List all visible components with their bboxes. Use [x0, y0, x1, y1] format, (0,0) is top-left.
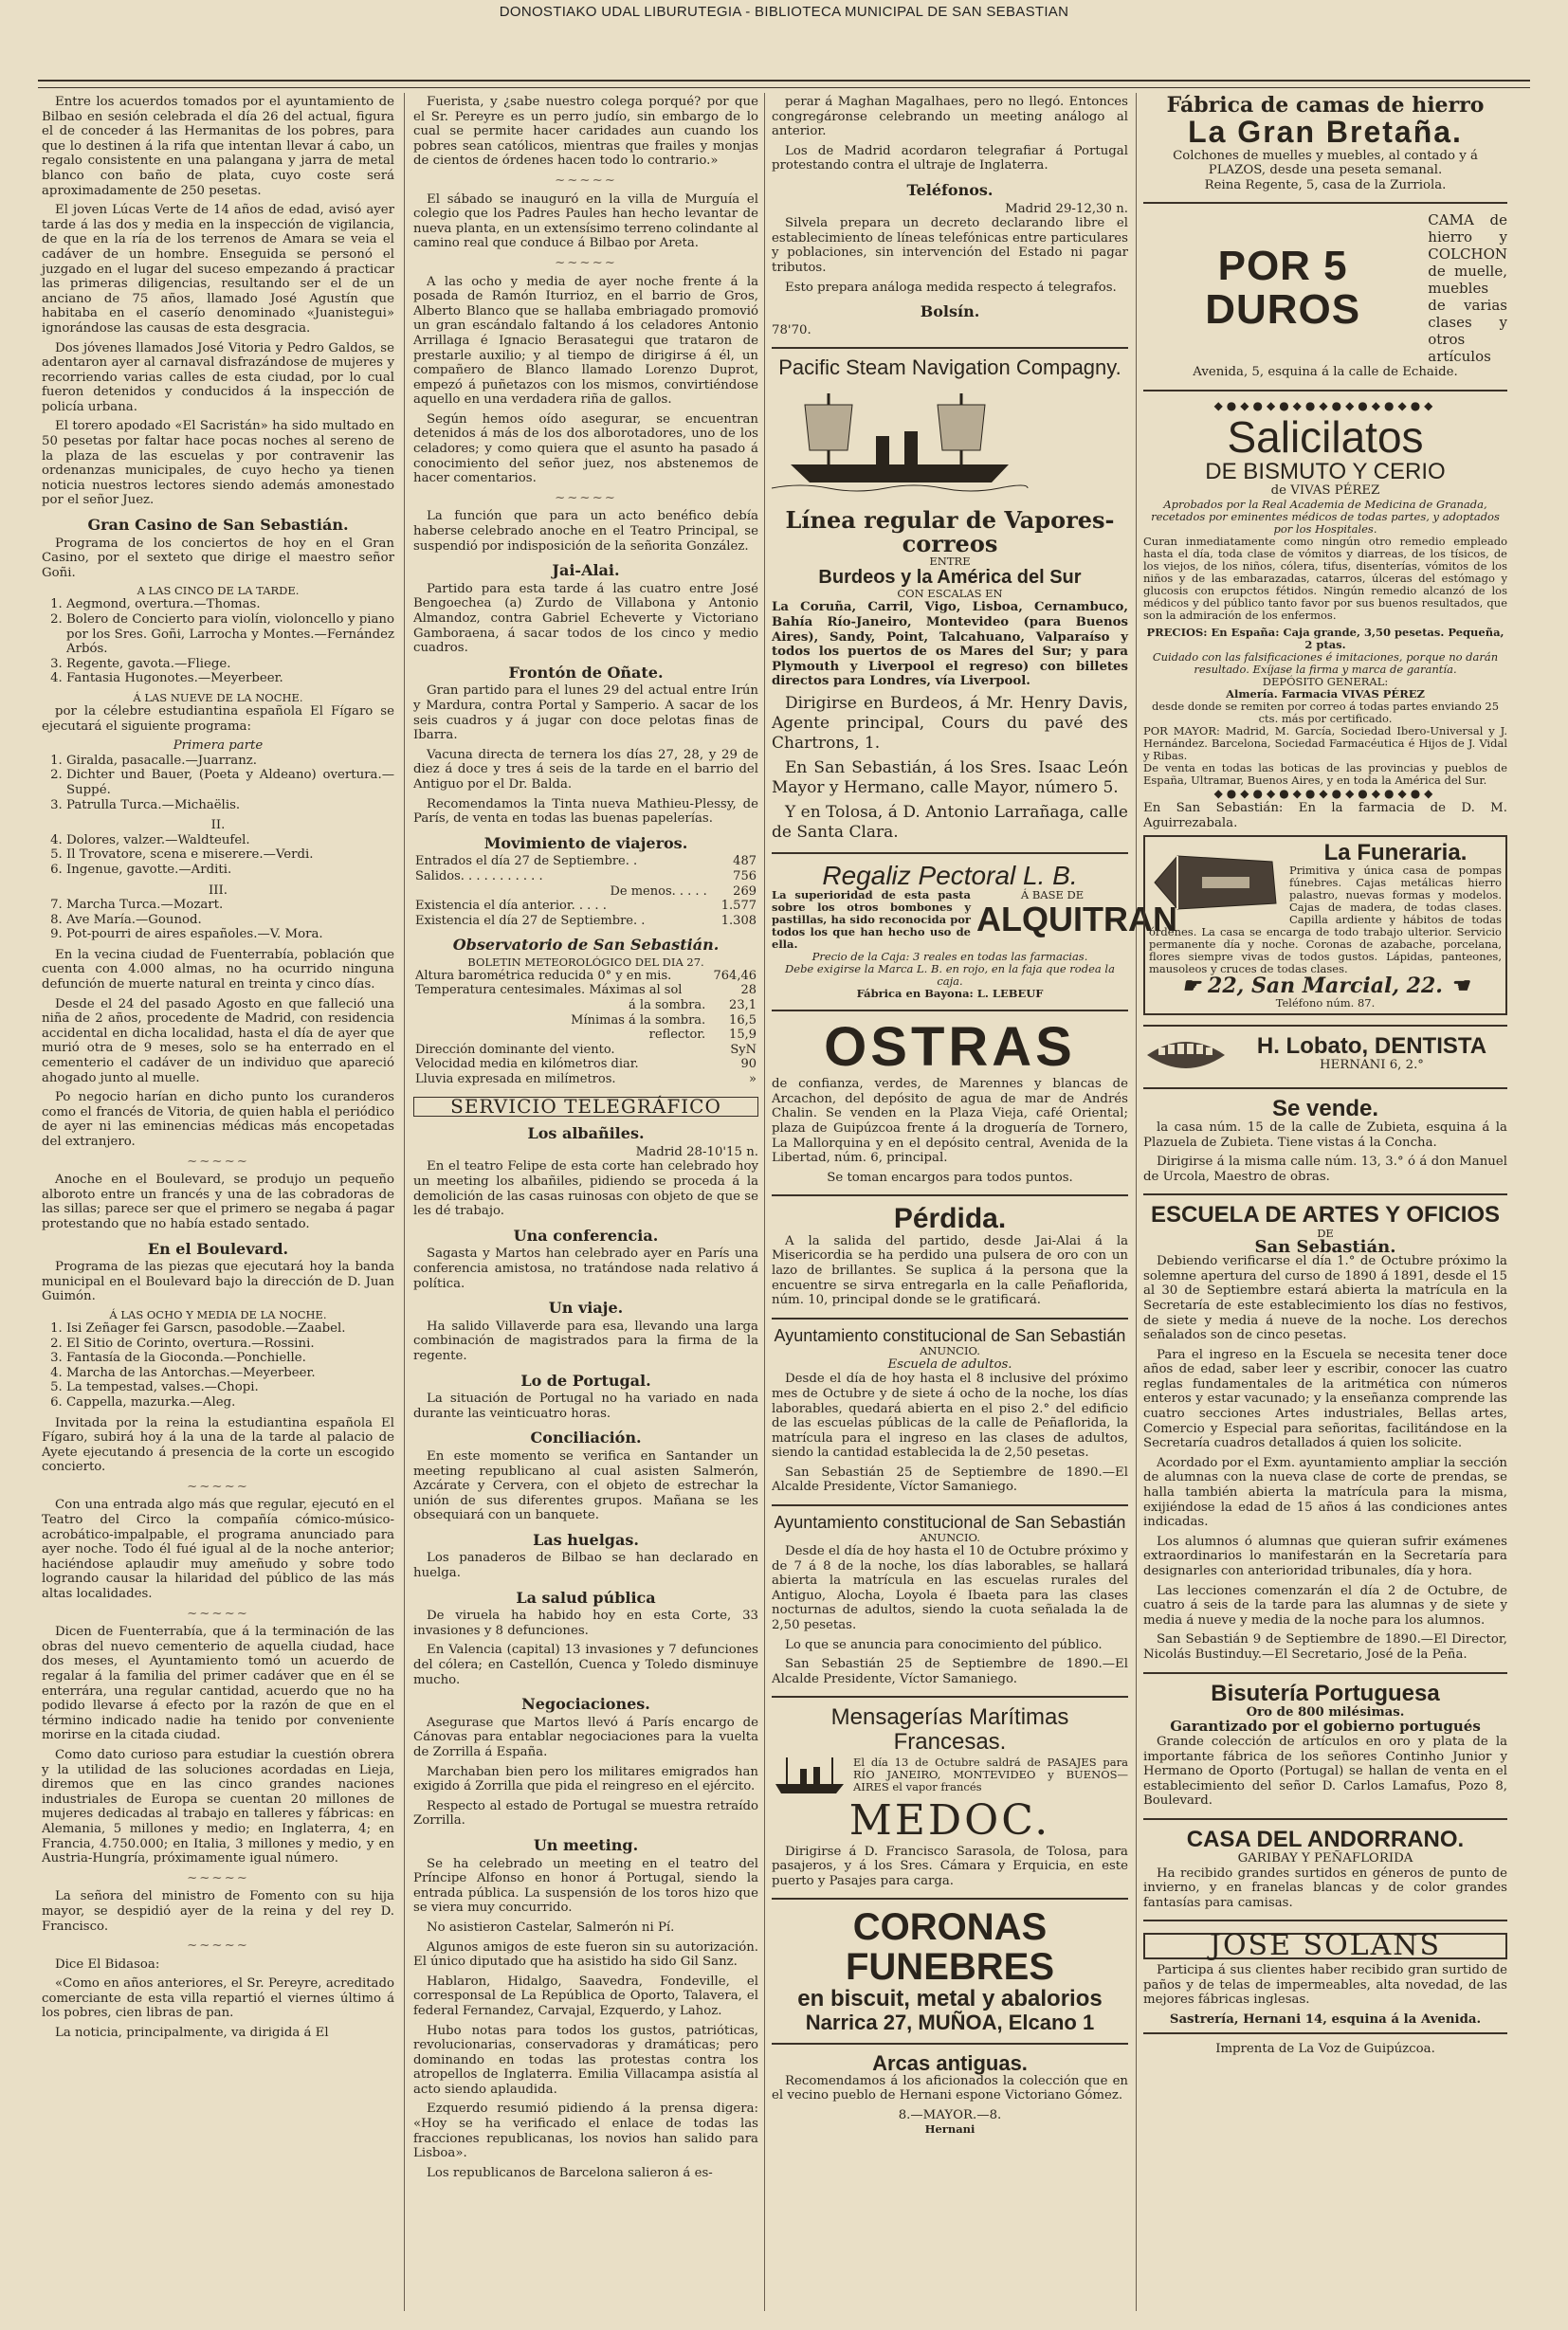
ad-text: Á BASE DE	[1020, 888, 1085, 902]
ad-title: Salicilatos	[1227, 411, 1424, 462]
table-row	[413, 1043, 758, 1058]
ad-text: de confianza, verdes, de Marennes y blancas de Arcachon, del depósito de agua de mar de Andrés Chalin. Se venden en la Plaza Vieja, café Oriental; plaza de Guipúzcoa frente á la droguería de Tornero, La Mallorquina y en el depósito central, Avenida de la Libertad, núm. 6, principal.	[772, 1077, 1128, 1166]
coffin-icon	[1149, 845, 1282, 920]
news-paragraph: Sagasta y Martos han celebrado ayer en París una conferencia amistosa, no tratándose nada relativo á política.	[413, 1247, 758, 1291]
news-paragraph: Con una entrada algo más que regular, ejecutó en el Teatro del Circo la compañía cómico-músico-acrobático-impalpable, el programa anunciado para ayer noche. Todo él fué igual al de la noche anterior; haciéndose aplaudir muy ameñudo y sobre todo logrando causar la hilaridad del público de las más altas localidades.	[42, 1498, 394, 1602]
wave-divider: ~~~~~	[555, 173, 617, 188]
ad-text: ANUNCIO.	[920, 1530, 980, 1544]
ad-text: Las lecciones comenzarán el día 2 de Octubre, de cuatro á seis de la tarde para las alumnas y de siete y media á nueve y media de la noche para los alumnos.	[1143, 1583, 1507, 1628]
news-paragraph: Dice El Bidasoa:	[55, 1957, 160, 1972]
ad-text: Curan inmediatamente como ningún otro remedio empleado hasta el día, toda clase de vómitos y diarreas, de los tísicos, de los viejos, de los niños, cólera, tifus, disenterías, vómitos de los niños y de las embarazadas, catarros, úlceras del estómago y glucosis con erupctos fétidos. Ningún remedio alcanzó de los médicos y del público tanto favor por sus buenos resultados, que son la admiración de los enfermos.	[1143, 534, 1507, 622]
ad-text: CAMA de hierro y COLCHON de muelle, muebles de varias clases y otros artículos	[1428, 211, 1507, 366]
table-row	[413, 854, 758, 869]
ad-text: GARIBAY Y PEÑAFLORIDA	[1237, 1851, 1413, 1866]
table-cell: De menos. . . . .	[610, 883, 707, 899]
section-heading: En el Boulevard.	[147, 1239, 289, 1258]
ad-text: Oro de 800 milésimas.	[1246, 1704, 1405, 1720]
table-row	[413, 969, 758, 984]
table-row	[413, 998, 758, 1013]
bisuteria-ad	[1143, 1672, 1507, 1809]
news-paragraph: por la célebre estudiantina española El Fígaro se ejecutará el siguiente programa:	[42, 703, 394, 734]
ad-text: Y en Tolosa, á D. Antonio Larrañaga, calle de Santa Clara.	[772, 802, 1128, 842]
program-item: 4. Dolores, valzer.—Waldteufel.	[66, 833, 394, 848]
section-heading: Jai-Alai.	[552, 561, 620, 580]
section-heading: Movimiento de viajeros.	[483, 833, 688, 852]
masthead-rule	[38, 80, 1530, 88]
section-heading: Lo de Portugal.	[520, 1371, 651, 1390]
ad-text: ANUNCIO.	[920, 1343, 980, 1357]
telegraph-heading: SERVICIO TELEGRÁFICO	[413, 1097, 758, 1118]
program-time: A LAS CINCO DE LA TARDE.	[137, 584, 300, 598]
news-paragraph: Desde el 24 del pasado Agosto en que falleció una niña de 2 años, procedente de Madrid, con residencia accidental en dicha localidad, hasta el día de ayer que murió otra de 9 meses, solo se ha enterrado en el cementerio el cadáver de un individuo que apareció ahogado junto al muelle.	[42, 996, 394, 1085]
ayuntamiento-notice	[772, 1318, 1128, 1495]
regaliz-ad	[772, 852, 1177, 1001]
ad-text: Debe exigirse la Marca L. B. en rojo, en la faja que rodea la caja.	[785, 962, 1115, 989]
funeraria-ad	[1143, 835, 1507, 1015]
table-row	[413, 869, 758, 884]
program-item: 3. Patrulla Turca.—Michaëlis.	[66, 798, 394, 813]
section-heading: Conciliación.	[530, 1429, 642, 1447]
ad-title: OSTRAS	[824, 1016, 1076, 1079]
news-paragraph: Esto prepara análoga medida respecto á telegrafos.	[785, 280, 1117, 295]
ad-text: Dirigirse en Burdeos, á Mr. Henry Davis, Agente principal, Cours du pavé des Chartrons, 1.	[772, 693, 1128, 753]
ad-title: Pacific Steam Navigation Compagny.	[778, 355, 1121, 380]
section-heading: La salud pública	[516, 1588, 656, 1607]
ad-text: ENTRE	[929, 555, 971, 569]
ad-text: San Sebastián 25 de Septiembre de 1890.—El Alcalde Presidente, Víctor Samaniego.	[772, 1465, 1128, 1495]
table-row	[413, 914, 758, 929]
table-row	[413, 899, 758, 914]
news-paragraph: Programa de las piezas que ejecutará hoy la banda municipal en el Boulevard bajo la dirección de D. Juan Guimón.	[42, 1260, 394, 1304]
table-cell: Existencia el día anterior. . . . .	[415, 899, 607, 914]
news-paragraph: Hablaron, Hidalgo, Saavedra, Fondeville, el corresponsal de La República de Oporto, Talavera, el federal Fernandez, Carvajal, Ezquerdo, y Lahoz.	[413, 1974, 758, 2018]
ad-title: La Gran Bretaña.	[1188, 115, 1463, 150]
program-item: 2. Dichter und Bauer, (Poeta y Aldeano) overtura.—Suppé.	[66, 768, 394, 797]
table-cell: Lluvia expresada en milímetros.	[415, 1072, 616, 1087]
section-subheading: BOLETIN METEOROLÓGICO DEL DIA 27.	[467, 955, 704, 969]
program-item: 6. Cappella, mazurka.—Aleg.	[66, 1395, 394, 1411]
ad-text: Colchones de muelles y muebles, al contado y á PLAZOS, desde una peseta semanal.	[1173, 148, 1478, 178]
se-vende-ad	[1143, 1087, 1507, 1185]
por-5-duros-ad	[1143, 202, 1507, 380]
news-paragraph: El joven Lúcas Verte de 14 años de edad, avisó ayer tarde á las dos y media en la inspección de vigilancia, de que en la ría de los terrenos de Amara se veia el cadáver de un hombre. Enseguida se personó el juzgado en el lugar del suceso empezando á practicar las primeras diligencias, resultando ser el de un anciano de 75 años, llamado José Agustín que habitaba en el caserío denominado «Juanistegui» ignorándose las causas de esta desgracia.	[42, 203, 394, 336]
news-paragraph: Asegurase que Martos llevó á París encargo de Cánovas para entablar negociaciones para la vuelta de Zorrilla á España.	[413, 1715, 758, 1759]
news-paragraph: Según hemos oído asegurar, se encuentran detenidos á más de los dos alborotadores, uno de los celadores; y como quiera que el asunto ha pasado á conocimiento del señor juez, nos abstenemos de hacer comentarios.	[413, 411, 758, 486]
table-cell: Existencia el día 27 de Septiembre. .	[415, 913, 646, 928]
ad-text: DE	[1317, 1226, 1334, 1240]
program-time: Á LAS NUEVE DE LA NOCHE.	[133, 690, 303, 704]
ad-text: Precio de la Caja: 3 reales en todas las farmacias.	[811, 950, 1088, 964]
wave-divider: ~~~~~	[187, 1939, 249, 1954]
section-heading: Gran Casino de San Sebastián.	[87, 516, 349, 535]
ad-text: Participa á sus clientes haber recibido gran surtido de paños y de telas de impermeables, alta novedad, de las mejores fábricas inglesas.	[1143, 1963, 1507, 2008]
program-item: 3. Fantasía de la Gioconda.—Ponchielle.	[66, 1351, 394, 1366]
news-paragraph: A las ocho y media de ayer noche frente á la posada de Ramón Iturrioz, en el barrio de Gros, Alberto Blanco que se hallaba embriagado promovió un gran escándalo faltando á los celadores Antonio Arrillaga é Ignacio Berasategui que trataron de prestarle auxilio; y al tiempo de dirigirse á él, un compañero de Blanco llamado Lorenzo Duprot, empezó á puñetazos con los mismos, convirtiéndose aquello en una verdadera riña de gallos.	[413, 274, 758, 408]
table-cell: Entrados el día 27 de Septiembre. .	[415, 854, 638, 869]
table-cell: 1.577	[720, 899, 757, 914]
ad-subtitle: ☛ 22, San Marcial, 22. ☚	[1181, 973, 1469, 998]
program-item: 4. Fantasia Hugonotes.—Meyerbeer.	[66, 671, 394, 686]
table-row	[413, 1057, 758, 1072]
steamship-icon	[772, 384, 1028, 498]
section-heading: Las huelgas.	[533, 1530, 639, 1549]
ad-text: Desde el día de hoy hasta el 8 inclusive del próximo mes de Octubre y de siete á ocho de la noche, los días laborables, quedará abierta en el piso 2.° del edificio de las escuelas públicas de la calle de Peñaflorida, la matrícula para el ingreso en las clases de adultos, siendo la cantidad establecida la de 2,50 pesetas.	[772, 1372, 1128, 1461]
program-item: 8. Ave María.—Gounod.	[66, 913, 394, 928]
ad-text: Se toman encargos para todos puntos.	[827, 1170, 1073, 1185]
table-cell: Velocidad media en kilómetros diar.	[415, 1057, 639, 1072]
wave-divider: ~~~~~	[187, 1479, 249, 1494]
ad-subtitle: en biscuit, metal y abalorios	[797, 1986, 1103, 2012]
ad-text: de VIVAS PÉREZ	[1270, 483, 1380, 499]
news-paragraph: perar á Maghan Magalhaes, pero no llegó. Entonces congregáronse celebrando un meeting análogo al anterior.	[772, 95, 1128, 139]
ad-text: CON ESCALAS EN	[897, 587, 1003, 601]
ad-text: San Sebastián 9 de Septiembre de 1890.—El Director, Nicolás Bustinduy.—El Secretario, José de la Peña.	[1143, 1632, 1507, 1662]
table-cell: »	[749, 1072, 757, 1087]
news-paragraph: Se ha celebrado un meeting en el teatro del Príncipe Alfonso en honor á Portugal, siendo la entrada pública. La suspensión de los toros hizo que se viera muy concurrido.	[413, 1856, 758, 1916]
program-item: 1. Aegmond, overtura.—Thomas.	[66, 597, 394, 612]
ad-text: Dirigirse á la misma calle núm. 13, 3.° ó á don Manuel de Urcola, Maestro de obras.	[1143, 1155, 1507, 1184]
table-row	[413, 1028, 758, 1043]
ad-text: Acordado por el Exm. ayuntamiento ampliar la sección de alumnas con la nueva clase de corte de prendas, se halla también abierta la matrícula para la misma, exijiéndose la edad de 15 años á las condiciones antes indicadas.	[1143, 1455, 1507, 1530]
ad-subtitle: Narrica 27, MUÑOA, Elcano 1	[805, 2010, 1095, 2034]
news-paragraph: Hubo notas para todos los gustos, patrióticas, revolucionarias, conservadoras y dramáticas; pero dominando en todas las protestas contra los atropellos de Inglaterra. Emilia Villacampa asistía al acto siendo aplaudida.	[413, 2023, 758, 2097]
ad-text: A la salida del partido, desde Jai-Alai á la Misericordia se ha perdido una pulsera de oro con un lazo de brillantes. Se suplica á la persona que la encuentre se sirva entregarla en la calle Peñaflorida, núm. 10, principal donde se le gratificará.	[772, 1233, 1128, 1308]
section-heading: Teléfonos.	[906, 180, 994, 199]
news-paragraph: Ha salido Villaverde para esa, llevando una larga combinación de magistrados para la firma de la regente.	[413, 1319, 758, 1363]
table-cell: Dirección dominante del viento.	[415, 1042, 615, 1057]
ad-title: Mensagerías Marítimas Francesas.	[830, 1704, 1069, 1755]
ad-subtitle: DE BISMUTO Y CERIO	[1205, 458, 1446, 484]
news-paragraph: El sábado se inauguró en la villa de Murguía el colegio que los Padres Paules han hecho levantar de nueva planta, en un extensísimo terreno colindante al camino real que conduce á Bilbao por Areta.	[413, 191, 758, 251]
ad-text: Teléfono núm. 87.	[1275, 995, 1376, 1010]
ad-text: la casa núm. 15 de la calle de Zubieta, esquina á la Plazuela de Zubieta. Tiene vistas á la Concha.	[1143, 1119, 1507, 1150]
dentista-ad	[1143, 1025, 1507, 1078]
ad-subtitle: San Sebastián.	[1254, 1236, 1396, 1257]
ad-text: Grande colección de artículos en oro y plata de la importante fábrica de los señores Continho Junior y Hermano de Oporto (Portugal) se hallan de venta en el establecimiento del señor D. Carlos Lamafus, Pozo 8, Boulevard.	[1143, 1734, 1507, 1809]
ad-title: Ayuntamiento constitucional de San Sebastián	[774, 1513, 1126, 1533]
ad-text: Cuidado con las falsificaciones é imitaciones, porque no darán resultado. Exíjase la firma y marca de garantía.	[1152, 649, 1499, 676]
ad-title: Bisutería Portuguesa	[1211, 1680, 1440, 1706]
news-paragraph: La señora del ministro de Fomento con su hija mayor, se despidió ayer de la reina y del rey D. Francisco.	[42, 1889, 394, 1934]
news-paragraph: Respecto al estado de Portugal se muestra retraído Zorrilla.	[413, 1798, 758, 1829]
news-paragraph: En este momento se verifica en Santander un meeting republicano al cual asisten Salmerón, Azcárate y Cervera, con el objeto de estrechar la unión de sus diferentes grupos. Mañana se les obsequiará con un banquete.	[413, 1448, 758, 1523]
program-item: 5. La tempestad, valses.—Chopi.	[66, 1380, 394, 1395]
program-item: 2. Bolero de Concierto para violín, violoncello y piano por los Sres. Goñi, Larrocha y Montes.—Fernández Arbós.	[66, 612, 394, 657]
news-paragraph: La noticia, principalmente, va dirigida á El	[55, 2026, 329, 2041]
dateline: Madrid 29-12,30 n.	[1005, 201, 1128, 216]
program-item: 1. Giralda, pasacalle.—Juarranz.	[66, 754, 394, 769]
ad-text: POR MAYOR: Madrid, M. García, Sociedad Ibero-Universal y J. Hernández. Barcelona, Sociedad Farmacéutica é Hijos de J. Vidal y Ribas.	[1143, 723, 1507, 762]
ad-text: Lo que se anuncia para conocimiento del público.	[785, 1637, 1103, 1652]
mensajerias-ad	[772, 1696, 1128, 1888]
teeth-icon	[1143, 1034, 1229, 1078]
news-paragraph: Ezquerdo resumió pidiendo á la prensa digera: «Hoy se ha verificado el enlace de todas las fracciones republicanas, los novios han salido para Lisboa».	[413, 2102, 758, 2161]
program-item: 3. Regente, gavota.—Fliege.	[66, 657, 394, 672]
andorrano-ad	[1143, 1818, 1507, 1911]
column-divider	[404, 93, 405, 2311]
fabrica-camas-ad	[1143, 95, 1507, 192]
wave-divider: ~~~~~	[187, 1154, 249, 1169]
ad-text: Primitiva y única casa de pompas fúnebres. Cajas metálicas hierro palastro, nuevas formas y modelos. Cajas de madera, de todas clases. Capilla ardiente y hábitos de todas órdenes. La casa se encarga de todo trabajo ulterior. Servicio permanente día y noche. Coronas de azabache, porcelana, flores siempre vivas de todos gustos. Lápidas, panteones, mausoleos y cruces de todas clases.	[1149, 863, 1502, 975]
column-4	[1143, 95, 1507, 2057]
table-cell: Mínimas á la sombra.	[571, 1012, 706, 1028]
ad-text: Para el ingreso en la Escuela se necesita tener doce años de edad, saber leer y escribir, conocer las cuatro reglas fundamentales de la aritmética con números enteros y estar vacunado; y la enseñanza comprende las cuatro secciones Artes industriales, Bellas artes, Comercio y Especial para señoritas, facilitándose en la Secretaría cuadros detallados á quien los solicite.	[1143, 1347, 1507, 1451]
wave-divider: ~~~~~	[555, 255, 617, 270]
ayuntamiento-notice	[772, 1504, 1128, 1686]
column-divider	[764, 93, 765, 2311]
news-paragraph: Fuerista, y ¿sabe nuestro colega porqué? por que el Sr. Pereyre es un perro judío, sin embargo de lo cual se permite hacer caridades aun cuando los pobres sean católicos, mientras que frailes y monjas de cientos de órdenes hacen todo lo contrario.»	[413, 95, 758, 169]
ad-title: Ayuntamiento constitucional de San Sebastián	[774, 1325, 1126, 1345]
section-heading: Observatorio de San Sebastián.	[452, 936, 720, 955]
ad-text: Hernani	[924, 2121, 975, 2136]
ad-text: 22, San Marcial, 22.	[1208, 973, 1443, 998]
ad-text: Recomendamos á los aficionados la colección que en el vecino pueblo de Hernani espone Victoriano Gómez.	[772, 2073, 1128, 2103]
ad-title: Regaliz Pectoral L. B.	[822, 860, 1078, 890]
salicilatos-ad	[1143, 390, 1507, 830]
section-heading: Un viaje.	[548, 1299, 624, 1318]
ad-subtitle: Línea regular de Vapores-correos	[785, 506, 1115, 558]
section-heading: Negociaciones.	[521, 1695, 650, 1714]
ad-text: Dirigirse á D. Francisco Sarasola, de Tolosa, para pasajeros, y á los Sres. Cámara y Erquicia, en este puerto y Pasajes para carga.	[772, 1844, 1128, 1888]
news-paragraph: Silvela prepara un decreto declarando libre el establecimiento de líneas telefónicas entre particulares y poblaciones, sin intervención del Estado ni pagar tributos.	[772, 216, 1128, 275]
ad-text: La superioridad de esta pasta sobre los otros bombones y pastillas, ha sido reconocida por todos los que han hecho uso de ella.	[772, 888, 971, 952]
ad-text: La Coruña, Carril, Vigo, Lisboa, Cernambuco, Bahía Río-Janeiro, Montevideo (para Buenos Aires), Sandy, Point, Talcahuano, Valparaíso y todos los puertos de os Mares del Sur; y para Plymouth y Liverpool el regreso) con billetes directos para Londres, vía Liverpool.	[772, 600, 1128, 689]
program-item: 7. Marcha Turca.—Mozart.	[66, 898, 394, 913]
program-part: II.	[210, 818, 226, 833]
news-paragraph: Programa de los conciertos de hoy en el Gran Casino, por el sexteto que dirige el maestro señor Goñi.	[42, 536, 394, 580]
ad-text: Debiendo verificarse el día 1.° de Octubre próximo la solemne apertura del curso de 1890 á 1891, desde el 15 al 30 de Septiembre estará abierta la matrícula en la Secretaría de este establecimiento los días no festivos, de siete y media á nueve de la noche. Los derechos señalados son de cinco pesetas.	[1143, 1254, 1507, 1343]
table-cell: 15,9	[729, 1028, 757, 1043]
bolsin-value: 78'70.	[772, 322, 811, 337]
news-paragraph: En el teatro Felipe de esta corte han celebrado hoy un meeting los albañiles, pidiendo se proceda á la demolición de las casas ruinosas con objeto de que se les dé trabajo.	[413, 1159, 758, 1219]
table-cell: SyN	[730, 1042, 757, 1057]
ad-text: Garantizado por el gobierno portugués	[1170, 1718, 1481, 1736]
ad-text: El día 13 de Octubre saldrá de PASAJES para RÍO JANEIRO, MONTEVIDEO y BUENOS—AIRES el vapor francés	[853, 1756, 1128, 1794]
news-paragraph: En la vecina ciudad de Fuenterrabía, población que cuenta con 4.000 almas, no ha ocurrido ninguna defunción de muerte natural en treinta y cinco días.	[42, 947, 394, 992]
ad-title: Arcas antiguas.	[872, 2050, 1028, 2075]
table-cell: 269	[733, 883, 757, 899]
program-part: III.	[209, 883, 228, 898]
table-cell: reflector.	[648, 1028, 706, 1043]
program-item: 4. Marcha de las Antorchas.—Meyerbeer.	[66, 1366, 394, 1381]
section-heading: Bolsín.	[920, 302, 980, 321]
ad-text: Aprobados por la Real Academia de Medicina de Granada, recetados por eminentes médicos de todas partes, y adoptados por los Hospitales.	[1151, 497, 1500, 536]
program-time: Á LAS OCHO Y MEDIA DE LA NOCHE.	[109, 1307, 327, 1321]
column-divider	[1136, 93, 1137, 2311]
ad-text: Escuela de adultos.	[887, 1356, 1012, 1372]
pacific-steam-ad	[772, 347, 1128, 843]
ad-title: ESCUELA DE ARTES Y OFICIOS	[1150, 1202, 1501, 1229]
table-row	[413, 1072, 758, 1087]
table-cell: 23,1	[729, 998, 757, 1013]
ad-title: Se vende.	[1271, 1095, 1379, 1121]
program-item: 6. Ingenue, gavotte.—Arditi.	[66, 863, 394, 878]
ad-text: 8.—MAYOR.—8.	[898, 2108, 1002, 2123]
ad-text: De venta en todas las boticas de las provincias y pueblos de España, Ultramar, Buenos Aires, y en toda la América del Sur.	[1143, 760, 1507, 787]
news-paragraph: Partido para esta tarde á las cuatro entre José Bengoechea (a) Zurdo de Villabona y Antonio Almandoz, contra Gabriel Echeverte y Victoriano Gamboraena, á sacar todos de los cinco y medio cuadros.	[413, 581, 758, 656]
ad-title: ALQUITRAN	[976, 900, 1177, 939]
ad-text: Sastrería, Hernani 14, esquina á la Avenida.	[1169, 2011, 1482, 2027]
table-row	[413, 884, 758, 900]
news-paragraph: Marchaban bien pero los militares emigrados han exigido á Zorrilla que pida el reingreso en el ejército.	[413, 1764, 758, 1794]
ad-text: desde donde se remiten por correo á todas partes enviando 25 cts. más por certificado.	[1151, 699, 1500, 725]
ornament: ◆●◆●◆●◆●◆●◆●◆●◆●◆	[1213, 786, 1437, 800]
ornament: ◆●◆●◆●◆●◆●◆●◆●◆●◆	[1213, 399, 1437, 413]
imprint: Imprenta de La Voz de Guipúzcoa.	[1143, 2032, 1507, 2057]
news-paragraph: Recomendamos la Tinta nueva Mathieu-Plessy, de París, de venta en todas las buenas papelerías.	[413, 796, 758, 827]
ad-title: CASA DEL ANDORRANO.	[1186, 1826, 1465, 1852]
news-paragraph: Algunos amigos de este fueron sin su autorización. El único diputado que ha asistido ha sido Gil Sanz.	[413, 1939, 758, 1970]
ad-text: Desde el día de hoy hasta el 10 de Octubre próximo y de 7 á 8 de la noche, los días laborables, se hallará abierta la matrícula en las escuelas rurales del Antiguo, Alocha, Loyola é Ibaeta para las clases nocturnas de adultos, siendo la cuota señalada la de 2,50 pesetas.	[772, 1543, 1128, 1632]
ad-title: Pérdida.	[893, 1203, 1007, 1235]
solans-ad	[1143, 1920, 1507, 2027]
table-cell: 28	[740, 983, 757, 998]
dateline: Madrid 28-10'15 n.	[635, 1144, 758, 1159]
table-cell: Altura barométrica reducida 0° y en mis.	[415, 968, 672, 983]
news-paragraph: La situación de Portugal no ha variado en nada durante las veinticuatro horas.	[413, 1392, 758, 1421]
news-paragraph: El torero apodado «El Sacristán» ha sido multado en 50 pesetas por faltar hace pocas noches al sereno de la plaza de las escuelas y por contravenir las ordenanzas municipales, de cuyo hecho ya tienen noticia nuestros lectores siendo además amonestado por el señor Juez.	[42, 419, 394, 508]
section-heading: Los albañiles.	[527, 1124, 645, 1143]
ad-text: Reina Regente, 5, casa de la Zurriola.	[1204, 177, 1447, 192]
section-heading: Una conferencia.	[513, 1226, 659, 1245]
ad-text: Avenida, 5, esquina á la calle de Echaide.	[1193, 365, 1458, 380]
coronas-ad	[772, 1898, 1128, 2032]
table-cell: 756	[733, 868, 757, 883]
table-cell: 90	[740, 1057, 757, 1072]
library-header: DONOSTIAKO UDAL LIBURUTEGIA - BIBLIOTECA MUNICIPAL DE SAN SEBASTIAN	[499, 4, 1069, 20]
table-row	[413, 983, 758, 998]
ostras-ad	[772, 1010, 1128, 1185]
ad-title: POR 5 DUROS	[1205, 243, 1361, 334]
table-cell: á la sombra.	[629, 998, 706, 1013]
ad-title: Fábrica de camas de hierro	[1166, 93, 1485, 118]
news-paragraph: Dicen de Fuenterrabía, que á la terminación de las obras del nuevo cementerio de aquella ciudad, hace dos meses, el Ayuntamiento tomó un acuerdo de regalar á la familia del primer cadáver que en él se enterrára, una regular cantidad, acuerdo que no ha podido llevarse á efecto por la razón de que en el término indicado nadie ha tenido por conveniente morirse en la citada ciudad.	[42, 1625, 394, 1743]
wave-divider: ~~~~~	[555, 490, 617, 505]
news-paragraph: Entre los acuerdos tomados por el ayuntamiento de Bilbao en sesión celebrada el día 26 del actual, figura el de conceder á las Hermanitas de los pobres, para que lo destinen á la rifa que intentan llevar á cabo, un regalo consistente en una palangana y jarra de metal blanco con baño de plata, cuyo coste será aproximadamente de 250 pesetas.	[42, 95, 394, 198]
section-heading: Frontón de Oñate.	[508, 663, 664, 682]
ad-title: CORONAS FUNEBRES	[845, 1906, 1055, 1989]
perdida-notice	[772, 1194, 1128, 1307]
ad-text: En San Sebastián, á los Sres. Isaac León Mayor y Hermano, calle Mayor, número 5.	[772, 757, 1128, 797]
travellers-table	[413, 854, 758, 928]
news-paragraph: Los de Madrid acordaron telegrafiar á Portugal protestando contra el ultraje de Inglaterra.	[772, 143, 1128, 173]
program-item: 2. El Sitio de Corinto, overtura.—Rossini.	[66, 1337, 394, 1352]
news-paragraph: En Valencia (capital) 13 invasiones y 7 defunciones del cólera; en Castellón, Cuenca y Toledo disminuye mucho.	[413, 1643, 758, 1687]
ad-title: H. Lobato, DENTISTA	[1256, 1032, 1487, 1059]
program-item: 9. Pot-pourri de aires españoles.—V. Mora.	[66, 927, 394, 942]
table-cell: 487	[733, 854, 757, 869]
table-cell: 1.308	[720, 913, 757, 928]
ad-subtitle: Burdeos y la América del Sur	[818, 567, 1082, 589]
ad-text: En San Sebastián: En la farmacia de D. M. Aguirrezabala.	[1143, 801, 1507, 830]
ad-text: San Sebastián 25 de Septiembre de 1890.—El Alcalde Presidente, Víctor Samaniego.	[772, 1657, 1128, 1686]
ad-text: Los alumnos ó alumnas que quieran sufrir exámenes extraordinarios lo manifestarán en la Secretaría para designarles con anterioridad tribunales, día y hora.	[1143, 1534, 1507, 1579]
table-cell: Temperatura centesimales. Máximas al sol	[415, 983, 683, 998]
ad-title: La Funeraria.	[1323, 839, 1468, 865]
ad-title: MEDOC.	[848, 1795, 1051, 1845]
table-cell: 16,5	[729, 1012, 757, 1028]
ad-text: Ha recibido grandes surtidos en géneros de punto de invierno, y en franelas blancas y de color grandes fantasías para camisas.	[1143, 1866, 1507, 1910]
news-paragraph: Vacuna directa de ternera los días 27, 28, y 29 de diez á doce y tres á seis de la tarde en el barrio del Antiguo por el Dr. Balda.	[413, 747, 758, 792]
news-paragraph: Anoche en el Boulevard, se produjo un pequeño alboroto entre un francés y una de las cobradoras de las sillas; parece ser que el primero se negaba á pagar protestando que no había estado sentado.	[42, 1173, 394, 1231]
section-heading: Un meeting.	[533, 1835, 639, 1854]
escuela-artes-ad	[1143, 1193, 1507, 1662]
ad-text: Almería. Farmacia VIVAS PÉREZ	[1226, 686, 1425, 701]
table-cell: 764,46	[713, 968, 757, 983]
news-paragraph: Po negocio harían en dicho punto los curanderos como el francés de Vitoria, de quien habla el periódico de ayer ni las eminencias médicas más encopetadas del extranjero.	[42, 1090, 394, 1149]
program-item: 5. Il Trovatore, scena e miserere.—Verdi.	[66, 847, 394, 863]
weather-table	[413, 969, 758, 1087]
ad-title: JOSE SOLANS	[1143, 1933, 1507, 1959]
steamship-icon	[772, 1754, 848, 1797]
news-paragraph: «Como en años anteriores, el Sr. Pereyre, acreditado comerciante de esta villa repartió el viernes último á los pobres, cien libras de pan.	[42, 1976, 394, 2021]
news-paragraph: No asistieron Castelar, Salmerón ni Pí.	[427, 1920, 675, 1935]
ad-text: Fábrica en Bayona: L. LEBEUF	[856, 987, 1044, 1001]
arcas-ad	[772, 2043, 1128, 2136]
news-paragraph: Dos jóvenes llamados José Vitoria y Pedro Galdos, se adentaron ayer al carnaval disfrazándose de mujeres y recorriendo varias calles de esta ciudad, por lo cual fueron detenidos y conducidos á la inspección de policía urbana.	[42, 340, 394, 414]
news-paragraph: Gran partido para el lunes 29 del actual entre Irún y Mardura, contra Portal y Samperio. A sacar de los seis cuadros y á jugar con doce pelotas finas de Ibarra.	[413, 683, 758, 743]
table-row	[413, 1013, 758, 1028]
ad-text: DEPÓSITO GENERAL:	[1262, 674, 1389, 688]
program-part: Primera parte	[173, 738, 264, 754]
ad-text: PRECIOS: En España: Caja grande, 3,50 pesetas. Pequeña, 2 ptas.	[1146, 625, 1504, 651]
ad-text: HERNANI 6, 2.°	[1320, 1057, 1424, 1072]
table-cell: Salidos. . . . . . . . . . .	[415, 868, 543, 883]
wave-divider: ~~~~~	[187, 1606, 249, 1621]
news-paragraph: Como dato curioso para estudiar la cuestión obrera y la utilidad de las soluciones acordadas en Lieja, diremos que en las cinco grandes naciones industriales de Europa se cuentan 20 millones de mujeres dedicadas al trabajo en talleres y fábricas: en Alemania, 5 millones y medio; en Inglaterra, 4; en Francia, 4.750.000; en Italia, 3 millones y medio, y en Austria-Hungría, próximamente igual número.	[42, 1747, 394, 1866]
news-paragraph: Invitada por la reina la estudiantina española El Fígaro, subirá hoy á la una de la tarde al palacio de Ayete ejecutando á presencia de la corte un escogido concierto.	[42, 1415, 394, 1475]
column-3	[772, 95, 1177, 2136]
news-paragraph: De viruela ha habido hoy en esta Corte, 33 invasiones y 8 defunciones.	[413, 1609, 758, 1638]
wave-divider: ~~~~~	[187, 1870, 249, 1885]
column-2	[413, 95, 758, 2185]
program-item: 1. Isi Zeñager fei Garscn, pasodoble.—Zaabel.	[66, 1321, 394, 1337]
news-paragraph: La función que para un acto benéfico debía haberse celebrado anoche en el Teatro Principal, se suspendió por indisposición de la señorita González.	[413, 509, 758, 554]
column-1	[42, 95, 394, 2046]
news-paragraph: Los panaderos de Bilbao se han declarado en huelga.	[413, 1551, 758, 1581]
news-paragraph: Los republicanos de Barcelona salieron á es-	[427, 2165, 713, 2180]
